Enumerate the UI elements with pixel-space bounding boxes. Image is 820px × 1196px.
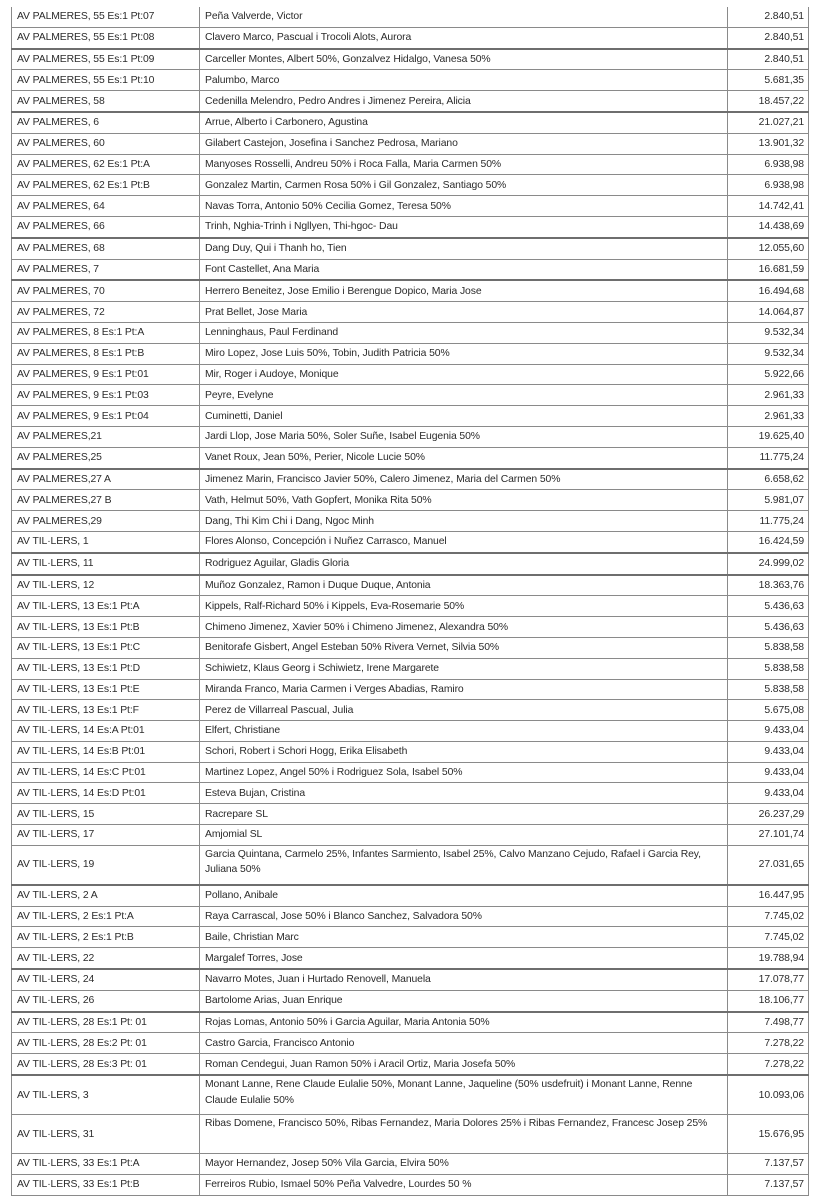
value-cell: 2.840,51	[728, 27, 809, 48]
address-cell: AV TIL·LERS, 28 Es:2 Pt: 01	[12, 1033, 200, 1054]
property-owner-table	[11, 7, 809, 1196]
table-row	[12, 1054, 809, 1075]
table-row	[12, 885, 809, 906]
value-cell: 14.064,87	[728, 302, 809, 323]
owner-cell: Racrepare SL	[200, 804, 728, 825]
value-cell: 5.675,08	[728, 700, 809, 721]
value-cell: 2.961,33	[728, 406, 809, 427]
table-row	[12, 280, 809, 301]
address-cell: AV PALMERES, 64	[12, 196, 200, 217]
owner-cell: Amjomial SL	[200, 825, 728, 846]
address-cell: AV TIL·LERS, 28 Es:3 Pt: 01	[12, 1054, 200, 1075]
owner-cell: Arrue, Alberto i Carbonero, Agustina	[200, 112, 728, 133]
value-cell: 16.447,95	[728, 885, 809, 906]
owner-cell: Kippels, Ralf-Richard 50% i Kippels, Eva-Rosemarie 50%	[200, 596, 728, 617]
address-cell: AV PALMERES,25	[12, 447, 200, 468]
owner-cell: Schori, Robert i Schori Hogg, Erika Elisabeth	[200, 741, 728, 762]
value-cell: 27.101,74	[728, 825, 809, 846]
owner-cell: Gonzalez Martin, Carmen Rosa 50% i Gil Gonzalez, Santiago 50%	[200, 175, 728, 196]
value-cell: 9.433,04	[728, 762, 809, 783]
owner-cell: Ribas Domene, Francisco 50%, Ribas Fernandez, Maria Dolores 25% i Ribas Fernandez, Francesc Josep 25%	[200, 1115, 728, 1154]
table-row	[12, 531, 809, 552]
address-cell: AV TIL·LERS, 3	[12, 1075, 200, 1115]
address-cell: AV PALMERES, 66	[12, 216, 200, 237]
table-row	[12, 658, 809, 679]
owner-cell: Miro Lopez, Jose Luis 50%, Tobin, Judith Patricia 50%	[200, 343, 728, 364]
address-cell: AV TIL·LERS, 17	[12, 825, 200, 846]
address-cell: AV TIL·LERS, 13 Es:1 Pt:A	[12, 596, 200, 617]
value-cell: 12.055,60	[728, 238, 809, 259]
address-cell: AV TIL·LERS, 14 Es:C Pt:01	[12, 762, 200, 783]
value-cell: 16.494,68	[728, 280, 809, 301]
table-row	[12, 927, 809, 948]
value-cell: 7.498,77	[728, 1012, 809, 1033]
table-row	[12, 1075, 809, 1115]
owner-cell: Trinh, Nghia-Trinh i Ngllyen, Thi-hgoc- Dau	[200, 216, 728, 237]
owner-cell: Flores Alonso, Concepción i Nuñez Carrasco, Manuel	[200, 531, 728, 552]
value-cell: 11.775,24	[728, 447, 809, 468]
owner-cell: Martinez Lopez, Angel 50% i Rodriguez Sola, Isabel 50%	[200, 762, 728, 783]
owner-cell: Vanet Roux, Jean 50%, Perier, Nicole Lucie 50%	[200, 447, 728, 468]
value-cell: 7.278,22	[728, 1033, 809, 1054]
address-cell: AV PALMERES, 9 Es:1 Pt:01	[12, 364, 200, 385]
value-cell: 13.901,32	[728, 133, 809, 154]
owner-cell: Navarro Motes, Juan i Hurtado Renovell, Manuela	[200, 969, 728, 990]
address-cell: AV PALMERES, 55 Es:1 Pt:07	[12, 7, 200, 27]
table-row	[12, 969, 809, 990]
table-row	[12, 406, 809, 427]
table-row	[12, 27, 809, 48]
owner-cell: Dang, Thi Kim Chi i Dang, Ngoc Minh	[200, 511, 728, 532]
table-row	[12, 1115, 809, 1154]
address-cell: AV TIL·LERS, 12	[12, 575, 200, 596]
table-row	[12, 762, 809, 783]
value-cell: 5.838,58	[728, 658, 809, 679]
address-cell: AV TIL·LERS, 33 Es:1 Pt:A	[12, 1154, 200, 1175]
owner-cell: Cedenilla Melendro, Pedro Andres i Jimenez Pereira, Alicia	[200, 91, 728, 112]
table-body	[12, 7, 809, 1195]
table-row	[12, 637, 809, 658]
owner-cell: Bartolome Arias, Juan Enrique	[200, 990, 728, 1011]
address-cell: AV PALMERES, 55 Es:1 Pt:08	[12, 27, 200, 48]
value-cell: 9.532,34	[728, 322, 809, 343]
owner-cell: Clavero Marco, Pascual i Trocoli Alots, Aurora	[200, 27, 728, 48]
address-cell: AV TIL·LERS, 1	[12, 531, 200, 552]
owner-cell: Gilabert Castejon, Josefina i Sanchez Pedrosa, Mariano	[200, 133, 728, 154]
owner-cell: Peña Valverde, Victor	[200, 7, 728, 27]
table-row	[12, 112, 809, 133]
table-row	[12, 385, 809, 406]
value-cell: 16.424,59	[728, 531, 809, 552]
address-cell: AV TIL·LERS, 13 Es:1 Pt:C	[12, 637, 200, 658]
owner-cell: Ferreiros Rubio, Ismael 50% Peña Valvedre, Lourdes 50 %	[200, 1174, 728, 1195]
table-row	[12, 596, 809, 617]
address-cell: AV TIL·LERS, 13 Es:1 Pt:B	[12, 617, 200, 638]
owner-cell: Herrero Beneitez, Jose Emilio i Berengue Dopico, Maria Jose	[200, 280, 728, 301]
value-cell: 6.658,62	[728, 469, 809, 490]
address-cell: AV TIL·LERS, 11	[12, 553, 200, 575]
owner-cell: Manyoses Rosselli, Andreu 50% i Roca Falla, Maria Carmen 50%	[200, 154, 728, 175]
address-cell: AV TIL·LERS, 28 Es:1 Pt: 01	[12, 1012, 200, 1033]
address-cell: AV PALMERES,27 A	[12, 469, 200, 490]
owner-cell: Cuminetti, Daniel	[200, 406, 728, 427]
value-cell: 27.031,65	[728, 845, 809, 885]
owner-cell: Vath, Helmut 50%, Vath Gopfert, Monika Rita 50%	[200, 490, 728, 511]
table-row	[12, 343, 809, 364]
table-row	[12, 741, 809, 762]
table-row	[12, 133, 809, 154]
table-row	[12, 447, 809, 468]
table-row	[12, 196, 809, 217]
table-row	[12, 364, 809, 385]
table-row	[12, 679, 809, 700]
value-cell: 19.625,40	[728, 426, 809, 447]
value-cell: 26.237,29	[728, 804, 809, 825]
owner-cell: Mir, Roger i Audoye, Monique	[200, 364, 728, 385]
owner-cell: Carceller Montes, Albert 50%, Gonzalvez Hidalgo, Vanesa 50%	[200, 49, 728, 70]
value-cell: 7.137,57	[728, 1154, 809, 1175]
owner-cell: Pollano, Anibale	[200, 885, 728, 906]
address-cell: AV TIL·LERS, 31	[12, 1115, 200, 1154]
owner-cell: Castro Garcia, Francisco Antonio	[200, 1033, 728, 1054]
table-row	[12, 575, 809, 596]
value-cell: 2.961,33	[728, 385, 809, 406]
table-row	[12, 1033, 809, 1054]
value-cell: 14.438,69	[728, 216, 809, 237]
address-cell: AV TIL·LERS, 13 Es:1 Pt:E	[12, 679, 200, 700]
owner-cell: Palumbo, Marco	[200, 70, 728, 91]
table-row	[12, 721, 809, 742]
address-cell: AV TIL·LERS, 13 Es:1 Pt:D	[12, 658, 200, 679]
owner-cell: Monant Lanne, Rene Claude Eulalie 50%, Monant Lanne, Jaqueline (50% usdefruit) i Monant Lanne, Renne Claude Eulalie 50%	[200, 1075, 728, 1115]
address-cell: AV TIL·LERS, 2 Es:1 Pt:A	[12, 906, 200, 927]
owner-cell: Dang Duy, Qui i Thanh ho, Tien	[200, 238, 728, 259]
address-cell: AV PALMERES, 62 Es:1 Pt:B	[12, 175, 200, 196]
address-cell: AV PALMERES, 8 Es:1 Pt:A	[12, 322, 200, 343]
table-row	[12, 845, 809, 885]
owner-cell: Rojas Lomas, Antonio 50% i Garcia Aguilar, Maria Antonia 50%	[200, 1012, 728, 1033]
table-row	[12, 7, 809, 27]
owner-cell: Rodriguez Aguilar, Gladis Gloria	[200, 553, 728, 575]
table-row	[12, 70, 809, 91]
value-cell: 18.457,22	[728, 91, 809, 112]
address-cell: AV TIL·LERS, 2 Es:1 Pt:B	[12, 927, 200, 948]
value-cell: 5.681,35	[728, 70, 809, 91]
value-cell: 7.745,02	[728, 927, 809, 948]
address-cell: AV TIL·LERS, 26	[12, 990, 200, 1011]
address-cell: AV PALMERES, 8 Es:1 Pt:B	[12, 343, 200, 364]
property-register-sheet	[11, 7, 808, 1196]
value-cell: 19.788,94	[728, 948, 809, 969]
table-row	[12, 175, 809, 196]
table-row	[12, 990, 809, 1011]
table-row	[12, 617, 809, 638]
owner-cell: Roman Cendegui, Juan Ramon 50% i Aracil Ortiz, Maria Josefa 50%	[200, 1054, 728, 1075]
value-cell: 24.999,02	[728, 553, 809, 575]
table-row	[12, 490, 809, 511]
address-cell: AV PALMERES, 58	[12, 91, 200, 112]
table-row	[12, 511, 809, 532]
address-cell: AV PALMERES, 55 Es:1 Pt:10	[12, 70, 200, 91]
address-cell: AV TIL·LERS, 14 Es:B Pt:01	[12, 741, 200, 762]
value-cell: 9.433,04	[728, 741, 809, 762]
value-cell: 9.433,04	[728, 721, 809, 742]
address-cell: AV TIL·LERS, 19	[12, 845, 200, 885]
address-cell: AV PALMERES, 68	[12, 238, 200, 259]
address-cell: AV PALMERES, 55 Es:1 Pt:09	[12, 49, 200, 70]
owner-cell: Chimeno Jimenez, Xavier 50% i Chimeno Jimenez, Alexandra 50%	[200, 617, 728, 638]
value-cell: 2.840,51	[728, 7, 809, 27]
owner-cell: Lenninghaus, Paul Ferdinand	[200, 322, 728, 343]
address-cell: AV TIL·LERS, 24	[12, 969, 200, 990]
value-cell: 10.093,06	[728, 1075, 809, 1115]
value-cell: 6.938,98	[728, 175, 809, 196]
address-cell: AV PALMERES, 9 Es:1 Pt:04	[12, 406, 200, 427]
address-cell: AV TIL·LERS, 22	[12, 948, 200, 969]
value-cell: 7.278,22	[728, 1054, 809, 1075]
value-cell: 7.137,57	[728, 1174, 809, 1195]
owner-cell: Schiwietz, Klaus Georg i Schiwietz, Irene Margarete	[200, 658, 728, 679]
address-cell: AV PALMERES, 60	[12, 133, 200, 154]
table-row	[12, 238, 809, 259]
address-cell: AV TIL·LERS, 15	[12, 804, 200, 825]
address-cell: AV PALMERES,29	[12, 511, 200, 532]
address-cell: AV PALMERES, 9 Es:1 Pt:03	[12, 385, 200, 406]
value-cell: 15.676,95	[728, 1115, 809, 1154]
table-row	[12, 825, 809, 846]
value-cell: 5.922,66	[728, 364, 809, 385]
address-cell: AV PALMERES,21	[12, 426, 200, 447]
value-cell: 5.436,63	[728, 596, 809, 617]
address-cell: AV PALMERES, 72	[12, 302, 200, 323]
owner-cell: Benitorafe Gisbert, Angel Esteban 50% Rivera Vernet, Silvia 50%	[200, 637, 728, 658]
owner-cell: Jimenez Marin, Francisco Javier 50%, Calero Jimenez, Maria del Carmen 50%	[200, 469, 728, 490]
table-row	[12, 216, 809, 237]
table-row	[12, 804, 809, 825]
address-cell: AV PALMERES,27 B	[12, 490, 200, 511]
value-cell: 18.106,77	[728, 990, 809, 1011]
owner-cell: Perez de Villarreal Pascual, Julia	[200, 700, 728, 721]
table-row	[12, 91, 809, 112]
value-cell: 9.532,34	[728, 343, 809, 364]
address-cell: AV PALMERES, 7	[12, 259, 200, 280]
value-cell: 7.745,02	[728, 906, 809, 927]
table-row	[12, 1154, 809, 1175]
table-row	[12, 322, 809, 343]
owner-cell: Baile, Christian Marc	[200, 927, 728, 948]
value-cell: 14.742,41	[728, 196, 809, 217]
table-row	[12, 906, 809, 927]
owner-cell: Muñoz Gonzalez, Ramon i Duque Duque, Antonia	[200, 575, 728, 596]
owner-cell: Margalef Torres, Jose	[200, 948, 728, 969]
owner-cell: Navas Torra, Antonio 50% Cecilia Gomez, Teresa 50%	[200, 196, 728, 217]
address-cell: AV TIL·LERS, 14 Es:A Pt:01	[12, 721, 200, 742]
value-cell: 18.363,76	[728, 575, 809, 596]
table-row	[12, 259, 809, 280]
value-cell: 21.027,21	[728, 112, 809, 133]
table-row	[12, 1174, 809, 1195]
table-row	[12, 49, 809, 70]
owner-cell: Garcia Quintana, Carmelo 25%, Infantes Sarmiento, Isabel 25%, Calvo Manzano Cejudo, Rafael i Garcia Rey, Juliana 50%	[200, 845, 728, 885]
address-cell: AV TIL·LERS, 13 Es:1 Pt:F	[12, 700, 200, 721]
value-cell: 2.840,51	[728, 49, 809, 70]
address-cell: AV PALMERES, 6	[12, 112, 200, 133]
address-cell: AV TIL·LERS, 2 A	[12, 885, 200, 906]
table-row	[12, 1012, 809, 1033]
value-cell: 5.838,58	[728, 637, 809, 658]
address-cell: AV PALMERES, 62 Es:1 Pt:A	[12, 154, 200, 175]
value-cell: 5.981,07	[728, 490, 809, 511]
owner-cell: Esteva Bujan, Cristina	[200, 783, 728, 804]
value-cell: 6.938,98	[728, 154, 809, 175]
table-row	[12, 154, 809, 175]
address-cell: AV TIL·LERS, 33 Es:1 Pt:B	[12, 1174, 200, 1195]
value-cell: 17.078,77	[728, 969, 809, 990]
table-row	[12, 948, 809, 969]
table-row	[12, 783, 809, 804]
owner-cell: Elfert, Christiane	[200, 721, 728, 742]
table-row	[12, 469, 809, 490]
table-row	[12, 700, 809, 721]
address-cell: AV TIL·LERS, 14 Es:D Pt:01	[12, 783, 200, 804]
table-row	[12, 426, 809, 447]
owner-cell: Peyre, Evelyne	[200, 385, 728, 406]
address-cell: AV PALMERES, 70	[12, 280, 200, 301]
value-cell: 16.681,59	[728, 259, 809, 280]
owner-cell: Jardi Llop, Jose Maria 50%, Soler Suñe, Isabel Eugenia 50%	[200, 426, 728, 447]
owner-cell: Miranda Franco, Maria Carmen i Verges Abadias, Ramiro	[200, 679, 728, 700]
owner-cell: Font Castellet, Ana Maria	[200, 259, 728, 280]
value-cell: 5.838,58	[728, 679, 809, 700]
value-cell: 9.433,04	[728, 783, 809, 804]
value-cell: 5.436,63	[728, 617, 809, 638]
value-cell: 11.775,24	[728, 511, 809, 532]
table-row	[12, 553, 809, 575]
table-row	[12, 302, 809, 323]
owner-cell: Prat Bellet, Jose Maria	[200, 302, 728, 323]
owner-cell: Raya Carrascal, Jose 50% i Blanco Sanchez, Salvadora 50%	[200, 906, 728, 927]
owner-cell: Mayor Hernandez, Josep 50% Vila Garcia, Elvira 50%	[200, 1154, 728, 1175]
